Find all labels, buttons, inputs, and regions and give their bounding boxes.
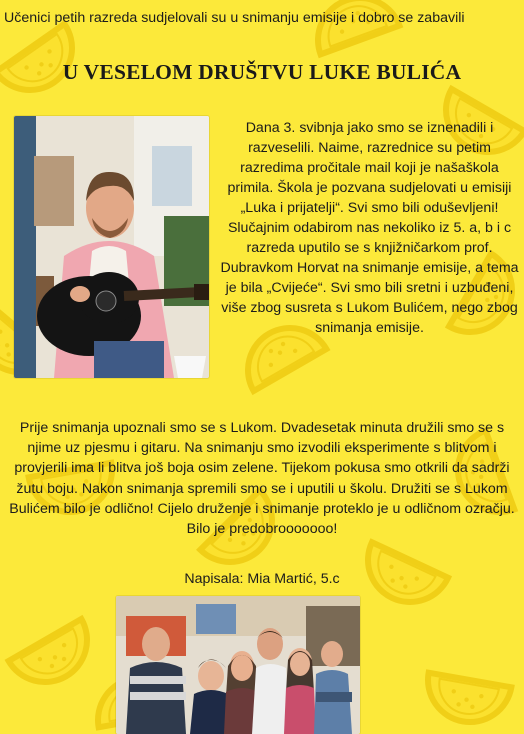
- article-title: U VESELOM DRUŠTVU LUKE BULIĆA: [62, 60, 462, 84]
- article-paragraph-2: Prije snimanja upoznali smo se s Lukom. Dvadesetak minuta družili smo se s njime uz pjesmu i gitaru. Na snimanju smo izvodili eksperimente s blitvom i provjerili ima li blitva još boja osim zelene. Tijekom pokusa smo otkrili da sadrži žutu boju. Nakon snimanja spremili smo se i uputili u školu. Družiti se s Lukom Bulićem bilo je odlično! Cijelo druženje i snimanje proteklo je u odličnom ozračju. Bilo je predobrooooooo!: [9, 420, 515, 538]
- article-author: Napisala: Mia Martić, 5.c: [184, 571, 340, 587]
- article-paragraph-1: Dana 3. svibnja jako smo se iznenadili i razveselili. Naime, razrednice su petim razredima pročitale mail koji je našaškola primila. Škola je pozvana sudjelovati u emisiji „Luka i prijatelji“. Svi smo bili oduševljeni! Slučajnim odabirom nas nekoliko iz 5. a, b i c razreda uputilo se s knjižničarkom prof. Dubravkom Horvat na snimanje emisije, a tema je bila „Cvijeće“. Svi smo bili sretni i uzbuđeni, više zbog susreta s Lukom Bulićem, nego zbog snimanja emisije.: [220, 120, 519, 336]
- group-of-students-photo: [116, 596, 360, 734]
- man-with-guitar-photo: [14, 116, 209, 378]
- article-subtitle: Učenici petih razreda sudjelovali su u snimanju emisije i dobro se zabavili: [4, 10, 465, 26]
